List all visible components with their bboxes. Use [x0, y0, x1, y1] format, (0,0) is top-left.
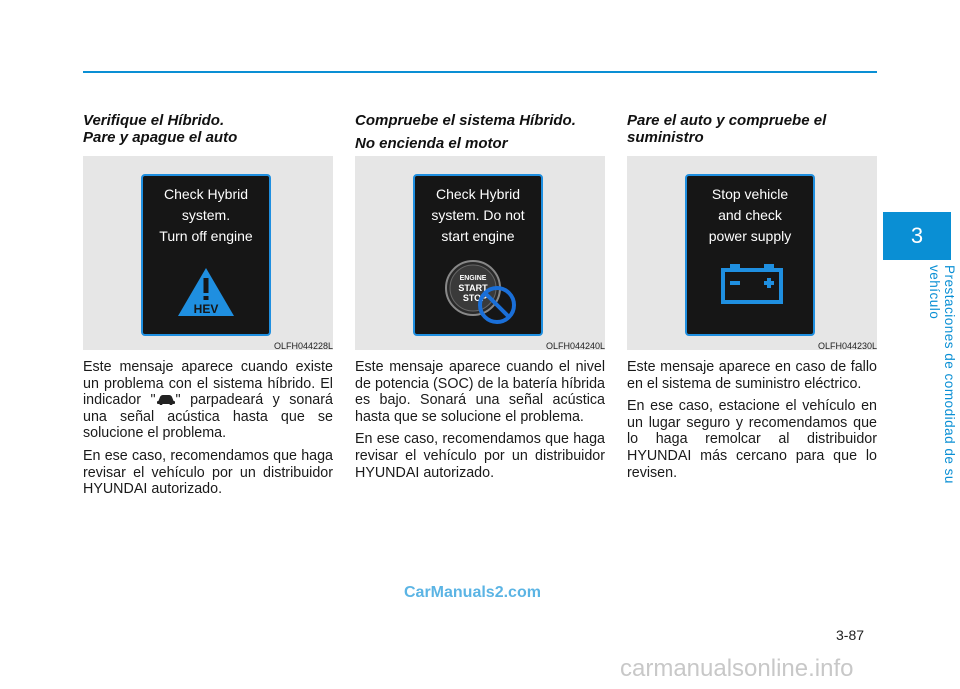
section-check-hybrid-no-start — [355, 112, 605, 481]
header-rule — [83, 71, 877, 73]
section-check-hybrid-turn-off — [83, 112, 333, 498]
chapter-title: Prestaciones de comodidad de su vehículo — [927, 265, 957, 484]
watermark-carmanualsonline: carmanualsonline.info — [620, 655, 854, 682]
section-stop-check-power — [627, 112, 877, 481]
battery-icon — [720, 262, 784, 306]
cluster-display — [685, 174, 815, 336]
section-heading: Compruebe el sistema Híbrido. No encienda el motor — [355, 112, 576, 152]
figure-code: OLFH044228L — [273, 341, 333, 351]
message-figure — [355, 156, 605, 350]
display-message: Check Hybrid system. Turn off engine — [159, 186, 253, 244]
paragraph: Este mensaje aparece cuando existe un problema con el sistema híbrido. El indicador " " parpadeará y sonará una señal acústica hasta que se solucione el problema. — [83, 359, 333, 442]
display-message: Stop vehicle and check power supply — [708, 186, 792, 244]
figure-code: OLFH044230L — [817, 341, 877, 351]
engine-start-stop-prohibited-icon — [443, 258, 523, 328]
paragraph: Este mensaje aparece cuando el nivel de potencia (SOC) de la batería híbrida es bajo. Sonará una señal acústica hasta que se solucione el problema. — [355, 359, 605, 425]
section-body — [627, 359, 877, 487]
button-label-engine: ENGINE — [459, 275, 487, 282]
paragraph: En ese caso, recomendamos que haga revisar el vehículo por un distribuidor HYUNDAI autorizado. — [83, 447, 333, 498]
chapter-number: 3 — [910, 223, 924, 248]
figure-code: OLFH044240L — [545, 341, 605, 351]
section-body — [83, 359, 333, 504]
hev-warning-triangle-icon — [176, 266, 236, 318]
paragraph: En ese caso, estacione el vehículo en un lugar seguro y recomendamos que lo haga remolcar al distribuidor HYUNDAI más cercano para que lo revisen. — [627, 398, 877, 481]
watermark-carmanuals2[interactable]: CarManuals2.com — [404, 584, 541, 601]
message-figure — [627, 156, 877, 350]
message-figure — [83, 156, 333, 350]
section-body — [355, 359, 605, 487]
button-label-stop: STOP — [462, 293, 488, 303]
hev-icon-label: HEV — [193, 302, 219, 316]
page-number: 3-87 — [836, 627, 865, 643]
cluster-display — [413, 174, 543, 336]
paragraph: En ese caso, recomendamos que haga revisar el vehículo por un distribuidor HYUNDAI autorizado. — [355, 431, 605, 481]
paragraph: Este mensaje aparece en caso de fallo en el sistema de suministro eléctrico. — [627, 359, 877, 392]
section-heading: Pare el auto y compruebe el suministro — [627, 112, 827, 146]
cluster-display — [141, 174, 271, 336]
display-message: Check Hybrid system. Do not start engine — [431, 186, 525, 244]
section-heading: Verifique el Híbrido. Pare y apague el auto — [83, 112, 238, 146]
button-label-start: START — [458, 283, 488, 293]
hybrid-car-indicator-icon — [156, 393, 176, 405]
chapter-tab — [883, 212, 951, 260]
